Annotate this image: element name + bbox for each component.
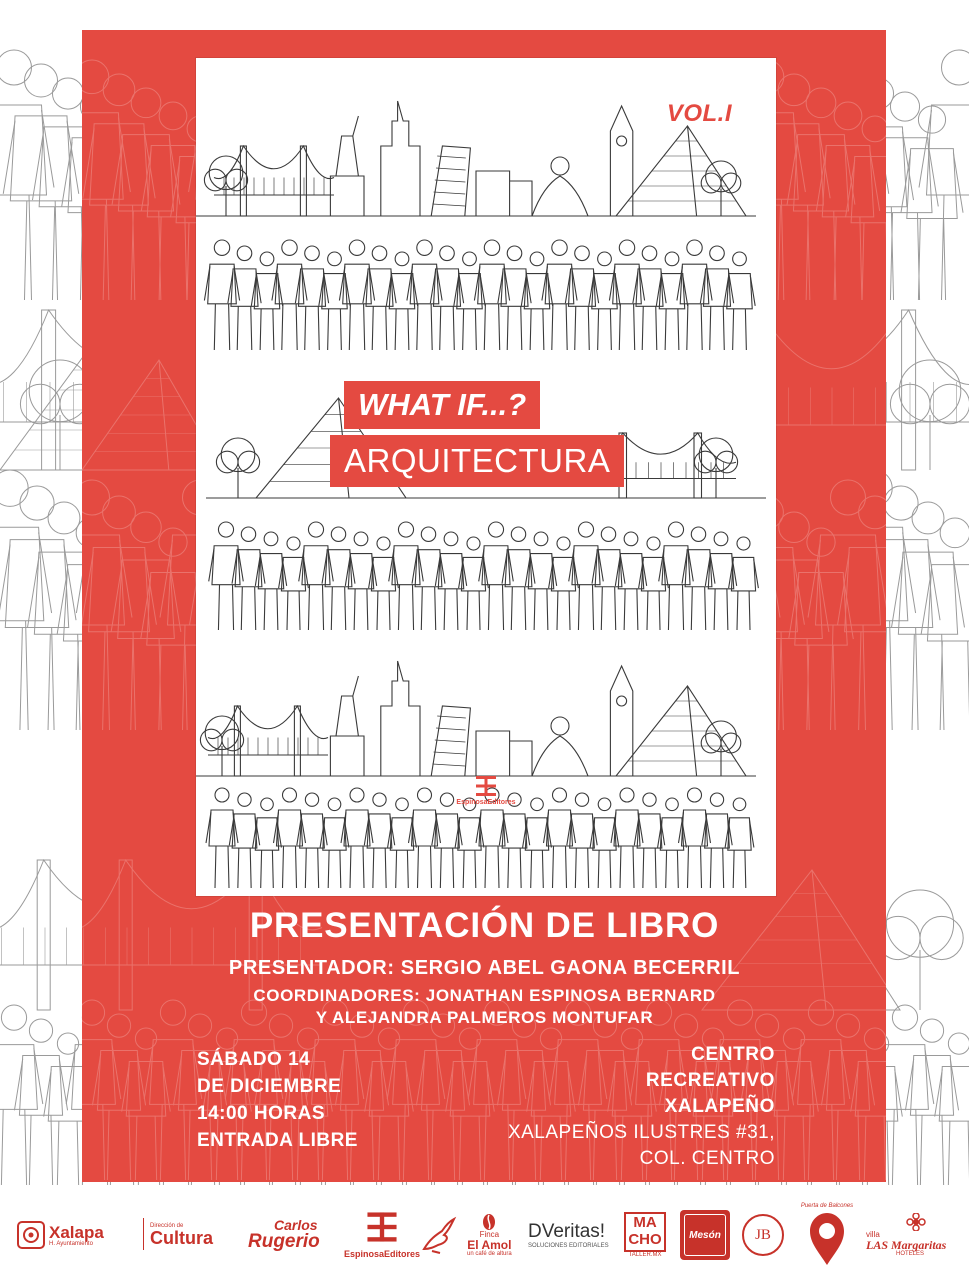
sponsor-cultura <box>150 1190 213 1280</box>
address-line: COL. CENTRO <box>639 1148 775 1169</box>
espinosa-editores-icon <box>366 1211 398 1243</box>
sponsor-bird <box>420 1190 458 1280</box>
sponsor-xalapa <box>16 1190 104 1280</box>
finca-line-3: un café de altura <box>467 1251 512 1257</box>
cover-title-what-if: WHAT IF...? <box>344 381 540 429</box>
veritas-sub: SOLUCIONES EDITORIALES <box>528 1243 609 1249</box>
location-pin-icon <box>798 1203 856 1267</box>
macho-line-2: CHO <box>628 1231 662 1248</box>
publisher-logo <box>454 775 518 806</box>
finca-line-2: El Amol <box>467 1238 512 1252</box>
sponsor-veritas <box>528 1190 609 1280</box>
espinosa-editores-icon <box>475 775 497 797</box>
bird-logo-icon <box>420 1213 458 1257</box>
sponsor-macho <box>624 1190 666 1280</box>
sponsor-strip <box>0 1190 969 1280</box>
volume-label: VOL.I <box>666 100 732 127</box>
date-line: DE DICIEMBRE <box>197 1076 342 1097</box>
veritas-name: DVeritas! <box>528 1221 606 1242</box>
venue-line: RECREATIVO <box>645 1070 775 1091</box>
sponsor-divider <box>143 1218 144 1250</box>
macho-line-1: MA <box>633 1214 657 1231</box>
jb-name: JB <box>755 1226 771 1243</box>
date-block <box>197 1046 358 1154</box>
margaritas-line-2: LAS Margaritas <box>866 1238 947 1252</box>
venue-line: XALAPEÑO <box>664 1096 775 1117</box>
finca-line-1: Finca <box>479 1230 500 1239</box>
xalapa-name: Xalapa <box>49 1222 104 1242</box>
sponsor-meson <box>680 1190 730 1280</box>
date-line: SÁBADO 14 <box>197 1049 311 1070</box>
xalapa-seal-icon <box>16 1220 46 1250</box>
coordinators-line-1: COORDINADORES: JONATHAN ESPINOSA BERNARD <box>253 986 716 1005</box>
flower-icon <box>906 1213 926 1231</box>
venue-block <box>508 1042 775 1172</box>
sponsor-carlos-rugerio <box>248 1190 320 1280</box>
venue-line: CENTRO <box>691 1044 775 1065</box>
meson-name: Mesón <box>689 1229 721 1241</box>
coffee-bean-icon <box>480 1213 498 1231</box>
sponsor-las-margaritas <box>866 1190 946 1280</box>
cultura-name: Cultura <box>150 1228 213 1248</box>
xalapa-sub: H. Ayuntamiento <box>49 1240 93 1247</box>
publisher-name: EspinosaEditores <box>456 799 516 806</box>
margaritas-line-1: villa <box>866 1230 880 1239</box>
sponsor-espinosa <box>344 1190 420 1280</box>
presenter-line: PRESENTADOR: SERGIO ABEL GAONA BECERRIL <box>228 957 741 979</box>
espinosa-name: EspinosaEditores <box>344 1249 421 1259</box>
book-cover <box>196 58 776 896</box>
entry-line: ENTRADA LIBRE <box>197 1130 358 1151</box>
cover-title-arquitectura: ARQUITECTURA <box>330 435 624 487</box>
puerta-name: Puerta de Balcones <box>800 1203 854 1209</box>
carlos-name: Carlos <box>274 1217 318 1234</box>
time-line: 14:00 HORAS <box>197 1103 325 1124</box>
event-title: PRESENTACIÓN DE LIBRO <box>249 906 720 945</box>
address-line: XALAPEÑOS ILUSTRES #31, <box>507 1122 775 1143</box>
rugerio-name: Rugerio <box>248 1230 320 1252</box>
sponsor-jb <box>742 1190 784 1280</box>
coordinators-line-2: Y ALEJANDRA PALMEROS MONTUFAR <box>315 1008 654 1027</box>
cultura-top: Dirección de <box>150 1223 184 1229</box>
macho-sub: TALLER.MX <box>628 1252 662 1258</box>
sponsor-finca-el-amol <box>467 1190 512 1280</box>
margaritas-line-3: HOTELES <box>896 1251 925 1257</box>
sponsor-puerta-balcones <box>798 1190 856 1280</box>
